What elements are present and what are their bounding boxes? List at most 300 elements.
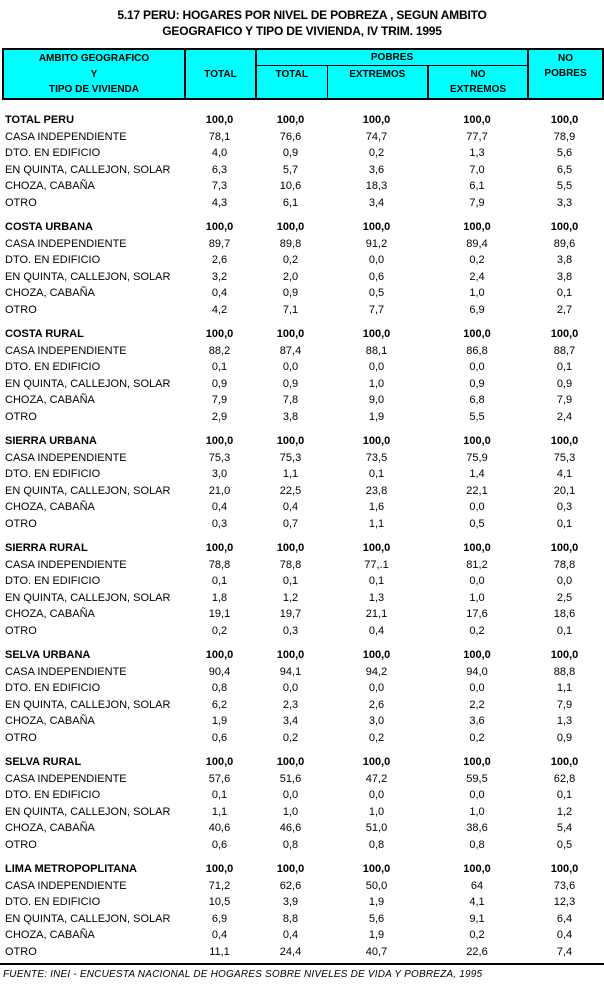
row-value: 0,2: [368, 147, 385, 159]
row-label: DTO. EN EDIFICIO: [5, 254, 101, 266]
row-value: 6,9: [211, 912, 228, 925]
row-label: EN QUINTA, CALLEJON, SOLAR: [5, 377, 171, 390]
section-name: COSTA URBANA: [5, 221, 93, 233]
row-value: 0,5: [368, 287, 385, 299]
row-value: 0,1: [556, 517, 573, 530]
row-value: 4,1: [469, 896, 485, 908]
table-row: [2, 944, 602, 961]
row-value: 6,9: [469, 303, 485, 316]
header-ambito-line1: AMBITO GEOGRAFICO: [38, 53, 150, 64]
row-value: 5,4: [556, 822, 573, 834]
table-row: [2, 252, 602, 269]
table-row: [2, 894, 602, 911]
row-value: 5,6: [368, 912, 385, 925]
row-value: 0,6: [211, 731, 228, 744]
section-total-value: 100,0: [463, 114, 491, 126]
row-value: 6,1: [282, 196, 299, 209]
row-label: CHOZA, CABAÑA: [5, 822, 95, 834]
section-total-value: 100,0: [205, 542, 234, 554]
row-value: 1,6: [368, 501, 385, 513]
row-value: 11,1: [209, 945, 230, 958]
row-value: 89,7: [208, 237, 231, 250]
table-row: [2, 771, 602, 788]
row-value: 1,9: [368, 929, 385, 941]
row-value: 0,1: [211, 789, 228, 801]
row-value: 2,3: [282, 698, 299, 711]
row-label: EN QUINTA, CALLEJON, SOLAR: [5, 698, 171, 711]
row-value: 91,2: [365, 237, 388, 250]
table-row: [2, 302, 602, 319]
row-value: 0,1: [282, 575, 299, 587]
section-total-value: 100,0: [463, 435, 491, 447]
spacer-cell: [2, 425, 602, 433]
row-value: 0,0: [469, 501, 485, 513]
row-label: CASA INDEPENDIENTE: [5, 344, 127, 357]
row-value: 2,5: [556, 591, 573, 604]
section-total-value: 100,0: [550, 756, 579, 768]
row-value: 0,1: [368, 468, 385, 480]
row-value: 75,9: [466, 451, 488, 464]
header-ambito-line2: Y: [90, 68, 98, 80]
row-value: 6,5: [556, 163, 573, 176]
row-value: 2,0: [282, 270, 299, 283]
row-value: 0,4: [368, 624, 385, 637]
row-value: 0,0: [556, 575, 573, 587]
column-header-table: [2, 48, 604, 100]
row-label: EN QUINTA, CALLEJON, SOLAR: [5, 591, 171, 604]
row-label: EN QUINTA, CALLEJON, SOLAR: [5, 163, 171, 176]
row-value: 20,1: [553, 484, 576, 497]
section-total-value: 100,0: [550, 542, 579, 554]
row-value: 75,3: [208, 451, 231, 464]
row-value: 51,6: [279, 772, 302, 785]
row-value: 0,6: [211, 838, 228, 851]
section-total-value: 100,0: [276, 542, 305, 554]
row-value: 1,0: [469, 287, 485, 299]
row-value: 6,1: [469, 180, 485, 192]
section-total-value: 100,0: [550, 328, 579, 340]
section-spacer-row: [2, 853, 602, 861]
row-value: 77,7: [466, 130, 488, 143]
row-value: 2,2: [469, 698, 485, 711]
table-title-line2: GEOGRAFICO Y TIPO DE VIVIENDA, IV TRIM. 1995: [162, 24, 442, 38]
row-value: 24,4: [279, 945, 302, 958]
table-row: [2, 804, 602, 821]
section-header-row: [2, 647, 602, 664]
table-row: [2, 483, 602, 500]
row-value: 3,4: [368, 196, 385, 209]
row-value: 0,1: [368, 575, 385, 587]
row-value: 3,6: [368, 163, 385, 176]
row-value: 94,0: [466, 665, 488, 678]
table-title: [0, 0, 604, 39]
row-label: CHOZA, CABAÑA: [5, 394, 95, 406]
section-total-value: 100,0: [205, 221, 234, 233]
spacer-cell: [2, 532, 602, 540]
row-value: 1,8: [211, 591, 228, 604]
row-value: 73,6: [553, 879, 576, 892]
row-label: EN QUINTA, CALLEJON, SOLAR: [5, 912, 171, 925]
row-value: 3,6: [469, 715, 485, 727]
section-header-row: [2, 326, 602, 343]
row-value: 62,6: [279, 879, 302, 892]
row-value: 38,6: [466, 822, 488, 834]
table-row: [2, 837, 602, 854]
row-value: 76,6: [279, 130, 302, 143]
section-name: SIERRA URBANA: [5, 435, 97, 447]
row-value: 7,7: [368, 303, 385, 316]
row-value: 0,0: [469, 361, 485, 373]
row-value: 19,1: [208, 608, 231, 620]
row-value: 1,9: [368, 410, 385, 423]
row-value: 18,6: [553, 608, 576, 620]
row-label: DTO. EN EDIFICIO: [5, 896, 101, 908]
row-value: 94,2: [365, 665, 388, 678]
section-header-row: [2, 540, 602, 557]
row-value: 7,0: [469, 163, 485, 176]
row-value: 5,5: [556, 180, 573, 192]
row-value: 22,6: [466, 945, 488, 958]
row-label: OTRO: [5, 303, 37, 316]
row-value: 50,0: [365, 879, 388, 892]
row-value: 3,2: [211, 270, 228, 283]
header-cell-no-pobres: [528, 49, 603, 99]
row-value: 9,0: [368, 394, 385, 406]
row-value: 0,1: [211, 361, 228, 373]
row-label: DTO. EN EDIFICIO: [5, 789, 101, 801]
table-row: [2, 178, 602, 195]
row-value: 78,9: [553, 130, 576, 143]
row-value: 1,3: [556, 715, 573, 727]
table-row: [2, 499, 602, 516]
row-label: CASA INDEPENDIENTE: [5, 665, 127, 678]
row-value: 88,8: [553, 665, 576, 678]
header-no-extremos-line2: EXTREMOS: [449, 84, 507, 95]
row-value: 0,3: [282, 624, 299, 637]
row-value: 7,8: [282, 394, 299, 406]
row-label: OTRO: [5, 838, 37, 851]
row-value: 94,1: [279, 665, 302, 678]
row-value: 87,4: [279, 344, 302, 357]
section-header-row: [2, 754, 602, 771]
row-label: DTO. EN EDIFICIO: [5, 575, 101, 587]
row-value: 5,5: [469, 410, 485, 423]
row-value: 0,1: [556, 624, 573, 637]
section-total-value: 100,0: [463, 649, 491, 661]
row-value: 0,4: [211, 929, 228, 941]
row-value: 7,9: [556, 698, 573, 711]
row-label: CASA INDEPENDIENTE: [5, 558, 127, 571]
table-row: [2, 466, 602, 483]
row-value: 0,9: [282, 377, 299, 390]
section-total-value: 100,0: [550, 114, 579, 126]
row-value: 1,0: [368, 377, 385, 390]
row-label: OTRO: [5, 624, 37, 637]
row-value: 3,8: [556, 270, 573, 283]
data-table: [2, 112, 602, 960]
row-value: 1,1: [282, 468, 299, 480]
row-value: 17,6: [466, 608, 488, 620]
row-value: 2,9: [211, 410, 228, 423]
row-value: 75,3: [553, 451, 576, 464]
row-label: OTRO: [5, 410, 37, 423]
section-header-row: [2, 112, 602, 129]
row-value: 81,2: [466, 558, 488, 571]
section-header-row: [2, 433, 602, 450]
table-row: [2, 236, 602, 253]
row-value: 2,4: [556, 410, 573, 423]
section-total-value: 100,0: [205, 435, 234, 447]
spacer-cell: [2, 639, 602, 647]
row-value: 7,9: [469, 196, 485, 209]
row-value: 2,7: [556, 303, 573, 316]
row-value: 0,1: [556, 287, 573, 299]
row-value: 0,4: [556, 929, 573, 941]
row-label: OTRO: [5, 517, 37, 530]
section-total-value: 100,0: [205, 328, 234, 340]
section-spacer-row: [2, 211, 602, 219]
row-value: 0,0: [368, 254, 385, 266]
row-value: 1,3: [368, 591, 385, 604]
table-body: [2, 112, 602, 960]
row-label: OTRO: [5, 731, 37, 744]
row-label: CASA INDEPENDIENTE: [5, 879, 127, 892]
section-total-value: 100,0: [205, 114, 234, 126]
row-value: 6,2: [211, 698, 228, 711]
row-value: 78,1: [208, 130, 231, 143]
header-ambito-line3: TIPO DE VIVIENDA: [48, 84, 139, 95]
row-value: 71,2: [208, 879, 231, 892]
section-name: SELVA RURAL: [5, 756, 82, 768]
row-value: 2,6: [211, 254, 228, 266]
section-total-value: 100,0: [463, 221, 491, 233]
spacer-cell: [2, 746, 602, 754]
row-value: 0,0: [282, 682, 299, 694]
table-row: [2, 878, 602, 895]
row-label: DTO. EN EDIFICIO: [5, 361, 101, 373]
row-value: 1,0: [282, 805, 299, 818]
row-value: 40,6: [208, 822, 231, 834]
row-value: 0,3: [211, 517, 228, 530]
row-value: 1,4: [469, 468, 485, 480]
row-value: 3,8: [282, 410, 299, 423]
section-total-value: 100,0: [205, 649, 234, 661]
row-value: 22,1: [466, 484, 488, 497]
row-value: 0,8: [282, 838, 299, 851]
section-total-value: 100,0: [463, 863, 491, 875]
row-value: 0,0: [469, 575, 485, 587]
row-value: 88,2: [208, 344, 231, 357]
row-value: 1,9: [368, 896, 385, 908]
table-row: [2, 623, 602, 640]
section-name: COSTA RURAL: [5, 328, 84, 340]
row-label: EN QUINTA, CALLEJON, SOLAR: [5, 805, 171, 818]
header-cell-pobres-no-extremos: [428, 66, 528, 100]
row-value: 19,7: [279, 608, 302, 620]
row-value: 78,8: [553, 558, 576, 571]
section-spacer-row: [2, 639, 602, 647]
row-value: 0,0: [469, 682, 485, 694]
section-header-row: [2, 861, 602, 878]
table-row: [2, 195, 602, 212]
header-no-pobres-line1: NO: [558, 53, 574, 64]
row-value: 88,7: [553, 344, 576, 357]
row-value: 77,.1: [364, 558, 389, 571]
row-value: 0,4: [211, 501, 228, 513]
row-value: 0,0: [368, 789, 385, 801]
section-spacer-row: [2, 532, 602, 540]
row-value: 1,9: [211, 715, 228, 727]
row-value: 18,3: [365, 180, 388, 192]
section-total-value: 100,0: [276, 756, 305, 768]
row-value: 0,9: [556, 377, 573, 390]
row-value: 47,2: [365, 772, 388, 785]
row-value: 3,0: [211, 468, 228, 480]
row-value: 1,1: [556, 682, 573, 694]
section-total-value: 100,0: [550, 649, 579, 661]
spacer-cell: [2, 211, 602, 219]
row-value: 4,3: [211, 196, 228, 209]
header-no-pobres-line2: POBRES: [544, 68, 587, 79]
row-value: 8,8: [282, 912, 299, 925]
row-value: 21,1: [365, 608, 388, 620]
row-value: 0,9: [211, 377, 228, 390]
row-value: 2,6: [368, 698, 385, 711]
row-value: 7,9: [211, 394, 228, 406]
table-row: [2, 376, 602, 393]
header-cell-total: TOTAL: [185, 49, 256, 99]
row-value: 0,8: [469, 838, 485, 851]
table-title-line1: 5.17 PERU: HOGARES POR NIVEL DE POBREZA , SEGUN AMBITO: [117, 8, 487, 22]
row-value: 0,3: [556, 501, 573, 513]
row-value: 4,1: [556, 468, 573, 480]
section-total-value: 100,0: [276, 328, 305, 340]
section-total-value: 100,0: [362, 649, 391, 661]
table-row: [2, 145, 602, 162]
row-value: 0,1: [556, 789, 573, 801]
table-row: [2, 820, 602, 837]
row-value: 89,4: [466, 237, 488, 250]
row-value: 75,3: [279, 451, 302, 464]
table-row: [2, 664, 602, 681]
row-value: 0,2: [469, 254, 485, 266]
row-value: 0,8: [211, 682, 228, 694]
header-no-extremos-line1: NO: [470, 69, 486, 80]
row-value: 89,8: [279, 237, 302, 250]
section-total-value: 100,0: [362, 328, 391, 340]
table-row: [2, 927, 602, 944]
section-total-value: 100,0: [276, 221, 305, 233]
row-label: DTO. EN EDIFICIO: [5, 468, 101, 480]
row-value: 6,8: [469, 394, 485, 406]
section-header-row: [2, 219, 602, 236]
table-row: [2, 450, 602, 467]
table-row: [2, 680, 602, 697]
section-spacer-row: [2, 425, 602, 433]
row-value: 0,0: [469, 789, 485, 801]
row-value: 0,4: [211, 287, 228, 299]
row-value: 3,0: [368, 715, 385, 727]
table-row: [2, 590, 602, 607]
row-value: 3,8: [556, 254, 573, 266]
row-value: 0,0: [282, 361, 299, 373]
row-value: 88,1: [365, 344, 388, 357]
section-total-value: 100,0: [276, 114, 305, 126]
table-row: [2, 359, 602, 376]
row-value: 0,7: [282, 517, 299, 530]
row-value: 78,8: [208, 558, 231, 571]
row-value: 0,8: [368, 838, 385, 851]
row-label: CASA INDEPENDIENTE: [5, 772, 127, 785]
section-total-value: 100,0: [205, 863, 234, 875]
row-value: 0,9: [282, 287, 299, 299]
row-value: 0,0: [368, 682, 385, 694]
row-value: 0,0: [368, 361, 385, 373]
row-value: 62,8: [553, 772, 576, 785]
row-value: 59,5: [466, 772, 488, 785]
row-label: CHOZA, CABAÑA: [5, 180, 95, 192]
row-label: CHOZA, CABAÑA: [5, 608, 95, 620]
row-value: 86,8: [466, 344, 488, 357]
row-value: 5,7: [282, 163, 299, 176]
row-value: 0,4: [282, 929, 299, 941]
section-spacer-row: [2, 746, 602, 754]
source-note: FUENTE: INEI - ENCUESTA NACIONAL DE HOGARES SOBRE NIVELES DE VIDA Y POBREZA, 1995: [3, 969, 483, 980]
section-total-value: 100,0: [362, 756, 391, 768]
row-value: 4,0: [211, 147, 228, 159]
row-value: 12,3: [553, 896, 576, 908]
row-value: 1,0: [469, 591, 485, 604]
row-label: CHOZA, CABAÑA: [5, 501, 95, 513]
row-label: CASA INDEPENDIENTE: [5, 237, 127, 250]
row-value: 7,4: [556, 945, 573, 958]
row-value: 0,2: [282, 731, 299, 744]
section-total-value: 100,0: [362, 114, 391, 126]
table-row: [2, 697, 602, 714]
table-row: [2, 409, 602, 426]
row-value: 22,5: [279, 484, 302, 497]
section-total-value: 100,0: [362, 863, 391, 875]
row-value: 0,9: [556, 731, 573, 744]
row-value: 0,5: [556, 838, 573, 851]
row-value: 0,9: [469, 377, 485, 390]
row-value: 1,1: [368, 517, 385, 530]
section-total-value: 100,0: [463, 542, 491, 554]
table-row: [2, 730, 602, 747]
table-row: [2, 392, 602, 409]
row-value: 1,2: [556, 805, 573, 818]
row-value: 90,4: [208, 665, 231, 678]
row-value: 73,5: [365, 451, 388, 464]
row-value: 40,7: [365, 945, 388, 958]
row-value: 51,0: [365, 822, 388, 834]
section-total-value: 100,0: [362, 221, 391, 233]
section-total-value: 100,0: [276, 649, 305, 661]
table-row: [2, 269, 602, 286]
table-row: [2, 713, 602, 730]
row-label: DTO. EN EDIFICIO: [5, 682, 101, 694]
row-value: 6,4: [556, 912, 573, 925]
row-value: 0,2: [211, 624, 228, 637]
table-row: [2, 573, 602, 590]
row-value: 0,2: [469, 624, 485, 637]
row-value: 3,3: [556, 196, 573, 209]
table-row: [2, 606, 602, 623]
spacer-cell: [2, 853, 602, 861]
header-cell-pobres-total: TOTAL: [256, 66, 327, 100]
row-value: 23,8: [365, 484, 388, 497]
row-value: 1,3: [469, 147, 485, 159]
